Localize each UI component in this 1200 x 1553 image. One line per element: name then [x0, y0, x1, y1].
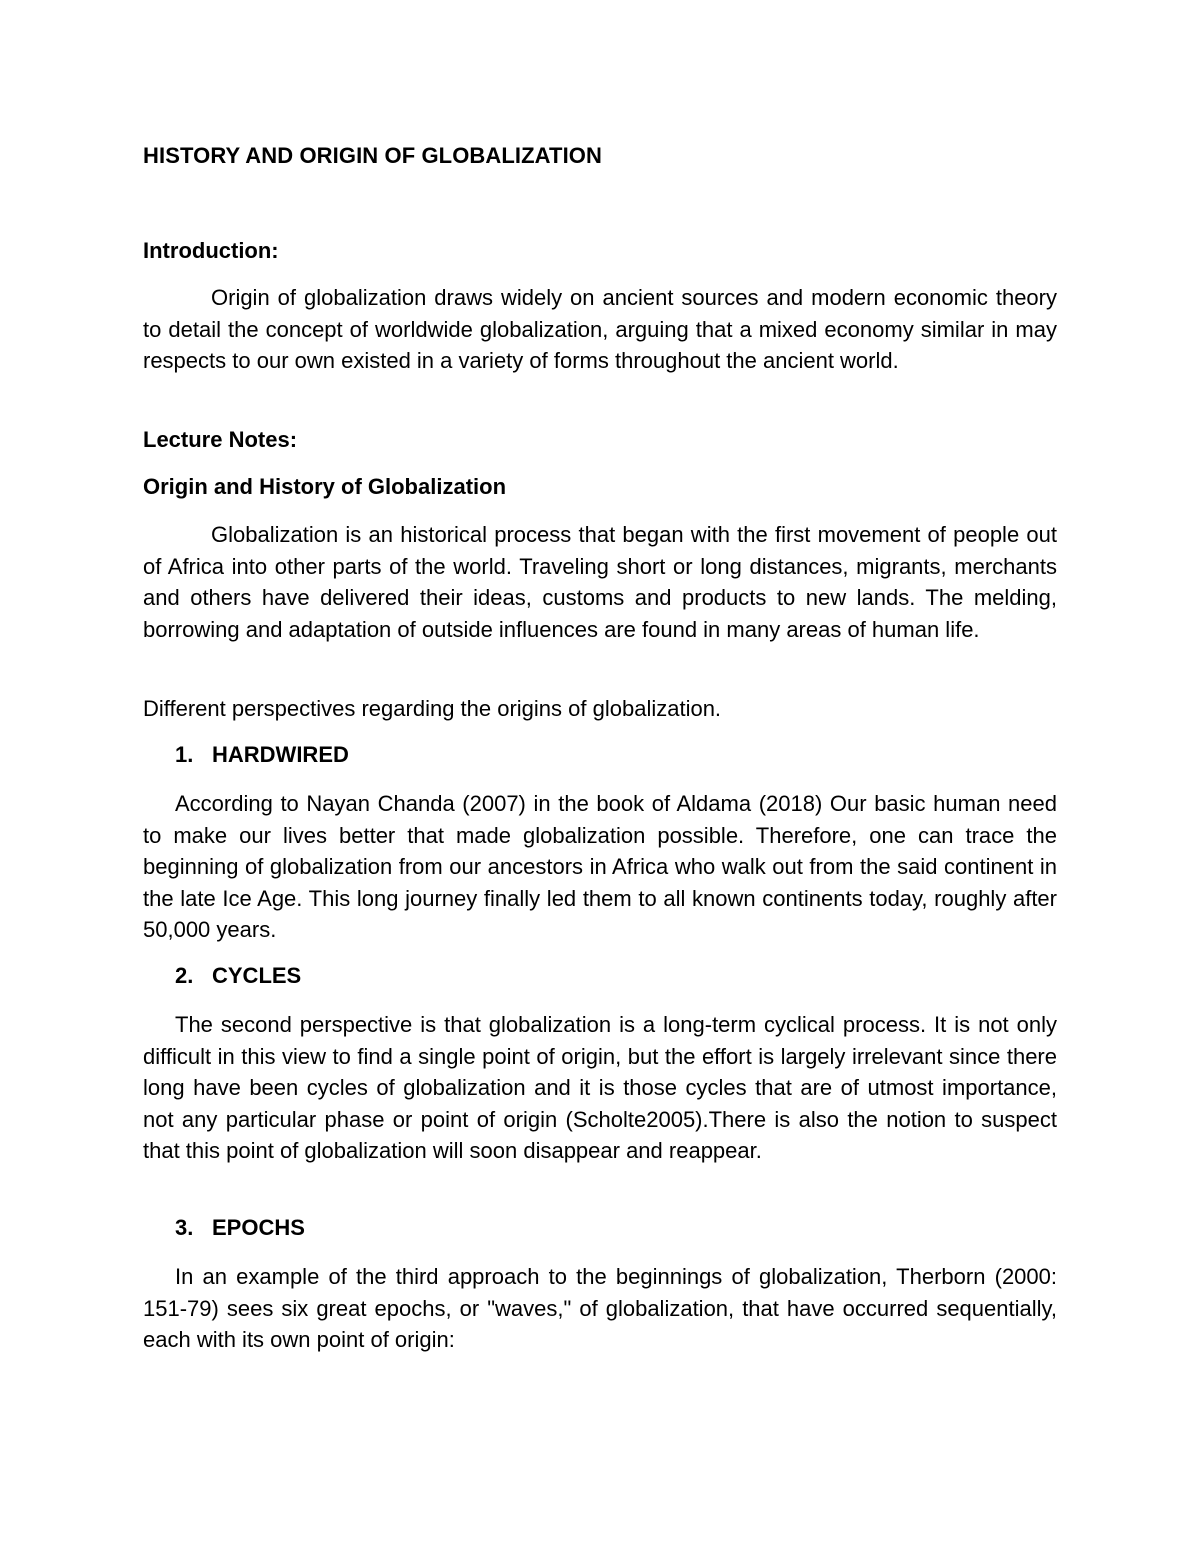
perspective-1-number: 1. [175, 742, 194, 767]
perspectives-intro: Different perspectives regarding the origins of globalization. [143, 696, 722, 721]
perspectives-intro-block [143, 693, 1057, 725]
perspective-3-body: In an example of the third approach to the beginnings of globalization, Therborn (2000: 151-79) sees six great epochs, or "waves," of globalization, that have occurred sequentially, each with its own point of origin: [143, 1264, 1057, 1352]
perspective-3-body-block [143, 1261, 1057, 1356]
introduction-heading: Introduction: [143, 238, 279, 263]
perspective-2-heading-block [143, 963, 1057, 989]
introduction-section [143, 238, 1057, 264]
perspective-3-label: EPOCHS [212, 1215, 305, 1240]
perspective-1-heading-block [143, 742, 1057, 768]
perspective-2-heading [143, 963, 1057, 989]
origin-history-heading: Origin and History of Globalization [143, 474, 507, 499]
document-title: HISTORY AND ORIGIN OF GLOBALIZATION [143, 143, 602, 168]
origin-history-body-block [143, 519, 1057, 645]
perspective-2-body: The second perspective is that globalization is a long-term cyclical process. It is not only difficult in this view to find a single point of origin, but the effort is largely irrelevant since there long have been cycles of globalization and it is those cycles that are of utmost importance, not any particular phase or point of origin (Scholte2005).There is also the notion to suspect that this point of globalization will soon disappear and reappear. [143, 1012, 1057, 1163]
perspective-1-heading [143, 742, 1057, 768]
perspective-1-body: According to Nayan Chanda (2007) in the book of Aldama (2018) Our basic human need to make our lives better that made globalization possible. Therefore, one can trace the beginning of globalization from our ancestors in Africa who walk out from the said continent in the late Ice Age. This long journey finally led them to all known continents today, roughly after 50,000 years. [143, 791, 1057, 942]
origin-history-heading-block [143, 474, 1057, 500]
lecture-notes-heading-block [143, 427, 1057, 453]
perspective-2-label: CYCLES [212, 963, 302, 988]
origin-history-body: Globalization is an historical process that began with the first movement of people out of Africa into other parts of the world. Traveling short or long distances, migrants, merchants and others have delivered their ideas, customs and products to new lands. The melding, borrowing and adaptation of outside influences are found in many areas of human life. [143, 522, 1057, 642]
perspective-2-number: 2. [175, 963, 194, 988]
perspective-1-label: HARDWIRED [212, 742, 349, 767]
perspective-2-body-block [143, 1009, 1057, 1167]
lecture-notes-heading: Lecture Notes: [143, 427, 298, 452]
perspective-1-body-block [143, 788, 1057, 946]
introduction-body-block [143, 282, 1057, 377]
perspective-3-heading [143, 1215, 1057, 1241]
perspective-3-heading-block [143, 1215, 1057, 1241]
perspective-3-number: 3. [175, 1215, 194, 1240]
introduction-body: Origin of globalization draws widely on ancient sources and modern economic theory to detail the concept of worldwide globalization, arguing that a mixed economy similar in may respects to our own existed in a variety of forms throughout the ancient world. [143, 285, 1057, 373]
